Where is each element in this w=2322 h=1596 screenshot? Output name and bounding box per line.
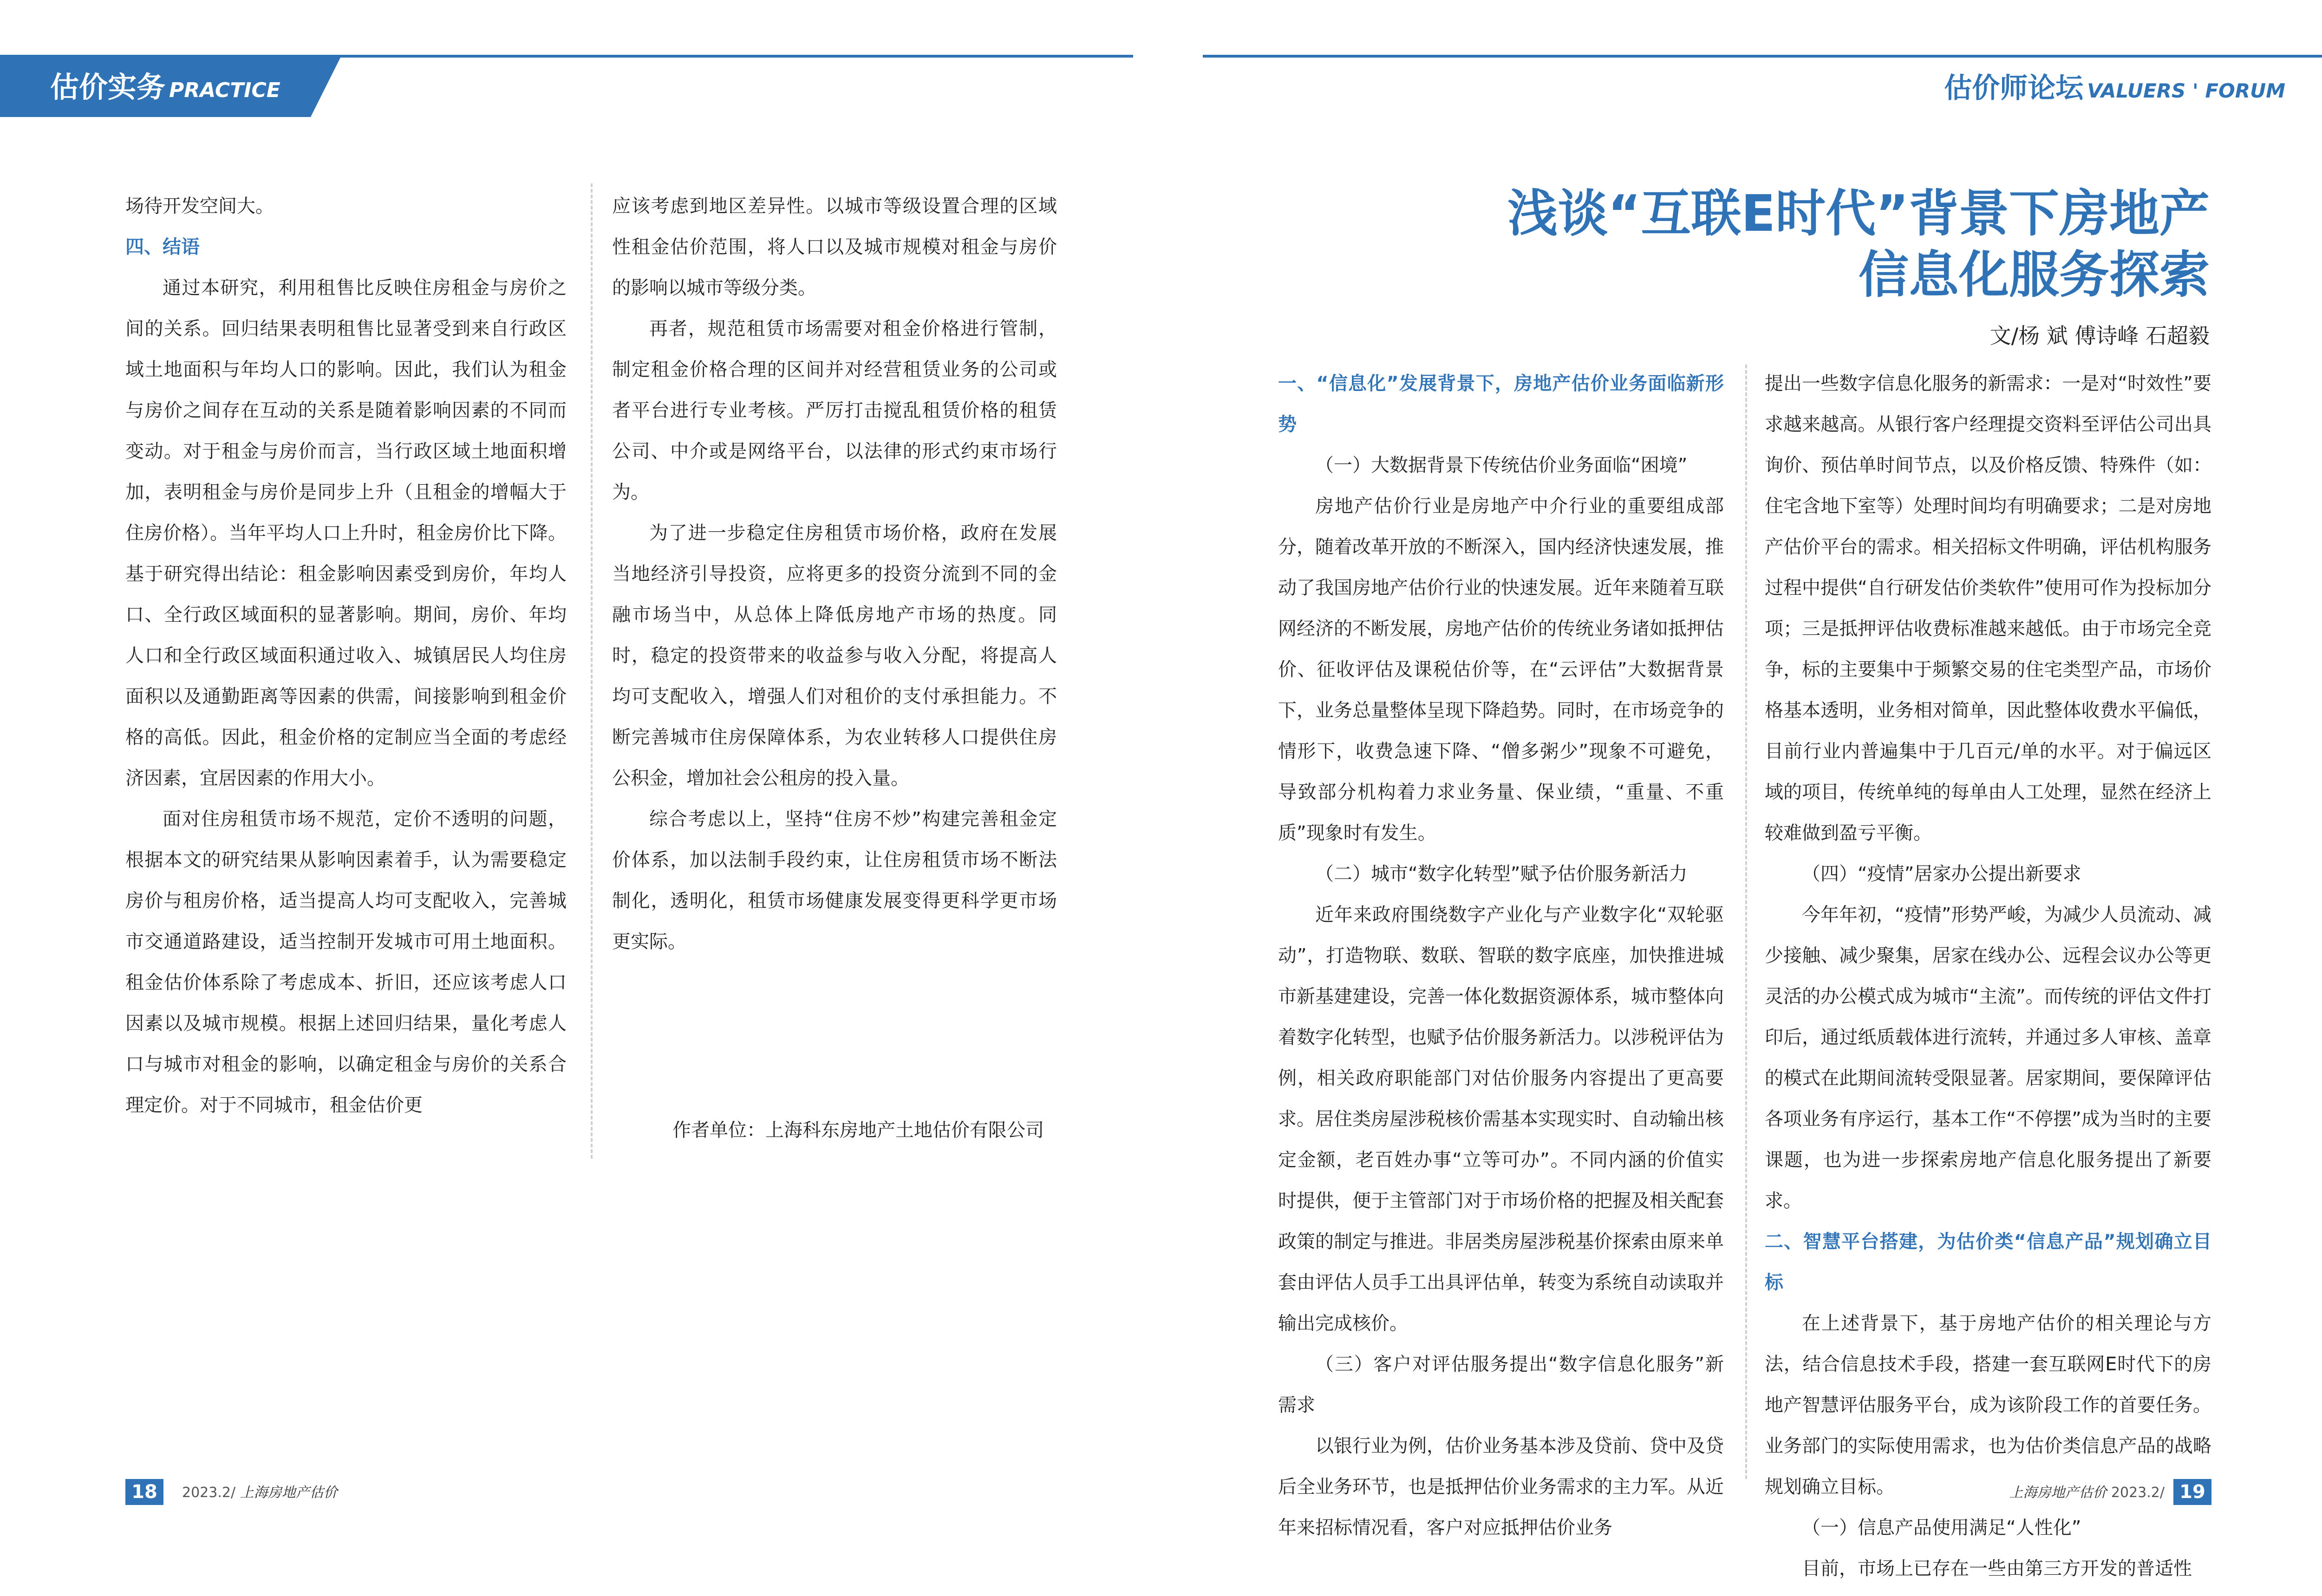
subsection-heading: （一）信息产品使用满足“人性化” <box>1802 1517 2081 1538</box>
paragraph: 为了进一步稳定住房租赁市场价格，政府在发展当地经济引导投资，应将更多的投资分流到不同的金融市场当中，从总体上降低房地产市场的热度。同时，稳定的投资带来的收益参与收入分配，将提高人均可支配收入，增强人们对租价的支付承担能力。不断完善城市住房保障体系，为农业转移人口提供住房公积金，增加社会公租房的投入量。 <box>612 522 1057 789</box>
section-label-left <box>50 69 280 109</box>
paragraph: 面对住房租赁市场不规范，定价不透明的问题，根据本文的研究结果从影响因素着手，认为需要稳定房价与租房价格，适当提高人均可支配收入，完善城市交通道路建设，适当控制开发城市可用土地面积。租金估价体系除了考虑成本、折旧，还应该考虑人口因素以及城市规模。根据上述回归结果，量化考虑人口与城市对租金的影响，以确定租金与房价的关系合理定价。对于不同城市，租金估价更 <box>125 808 567 1116</box>
column-divider-left <box>591 183 593 1159</box>
header-rule-right <box>1203 55 2322 58</box>
article-byline: 文/杨 斌 傅诗峰 石超毅 <box>1989 323 2210 348</box>
section-label-right <box>1944 70 2285 110</box>
subsection-heading: （四）“疫情”居家办公提出新要求 <box>1802 863 2081 885</box>
paragraph: 房地产估价行业是房地产中介行业的重要组成部分，随着改革开放的不断深入，国内经济快速发展，推动了我国房地产估价行业的快速发展。近年来随着互联网经济的不断发展，房地产估价的传统业务诸如抵押估价、征收评估及课税估价等，在“云评估”大数据背景下，业务总量整体呈现下降趋势。同时，在市场竞争的情形下，收费急速下降、“僧多粥少”现象不可避免，导致部分机构着力求业务量、保业绩，“重量、不重质”现象时有发生。 <box>1278 495 1724 844</box>
paragraph: 场待开发空间大。 <box>125 195 274 217</box>
section-heading: 二、智慧平台搭建，为估价类“信息产品”规划确立目标 <box>1765 1231 2211 1293</box>
paragraph: 今年年初，“疫情”形势严峻，为减少人员流动、减少接触、减少聚集，居家在线办公、远程会议办公等更灵活的办公模式成为城市“主流”。而传统的评估文件打印后，通过纸质载体进行流转，并通过多人审核、盖章的模式在此期间流转受限显著。居家期间，要保障评估各项业务有序运行，基本工作“不停摆”成为当时的主要课题，也为进一步探索房地产信息化服务提出了新要求。 <box>1765 904 2211 1212</box>
right-page-column-2 <box>1765 363 2211 1589</box>
section-label-right-cn: 估价师论坛 <box>1944 72 2084 104</box>
article-title-line-1: 浅谈“互联E时代”背景下房地产 <box>1507 185 2210 243</box>
paragraph: 再者，规范租赁市场需要对租金价格进行管制，制定租金价格合理的区间并对经营租赁业务的公司或者平台进行专业考核。严厉打击搅乱租赁价格的租赁公司、中介或是网络平台，以法律的形式约束市场行为。 <box>612 318 1057 503</box>
left-page-column-2 <box>612 186 1057 962</box>
section-heading: 一、“信息化”发展背景下，房地产估价业务面临新形势 <box>1278 373 1724 435</box>
paragraph: 近年来政府围绕数字产业化与产业数字化“双轮驱动”，打造物联、数联、智联的数字底座，加快推进城市新基建建设，完善一体化数据资源体系，城市整体向着数字化转型，也赋予估价服务新活力。以涉税评估为例，相关政府职能部门对估价服务内容提出了更高要求。居住类房屋涉税核价需基本实现实时、自动输出核定金额，老百姓办事“立等可办”。不同内涵的价值实时提供，便于主管部门对于市场价格的把握及相关配套政策的制定与推进。非居类房屋涉税基价探索由原来单套由评估人员手工出具评估单，转变为系统自动读取并输出完成核价。 <box>1278 904 1724 1334</box>
section-label-left-en: PRACTICE <box>169 78 280 102</box>
subsection-heading: （三）客户对评估服务提出“数字信息化服务”新需求 <box>1278 1354 1724 1416</box>
column-divider-right <box>1745 365 1747 1479</box>
section-label-right-en: VALUERS ' FORUM <box>2087 79 2285 102</box>
footer-issue-left: 2023.2/ <box>182 1485 236 1501</box>
footer-issue-right: 2023.2/ <box>2111 1485 2165 1501</box>
section-label-left-cn: 估价实务 <box>50 70 166 104</box>
section-heading: 四、结语 <box>125 236 200 258</box>
article-title <box>1507 183 2210 306</box>
paragraph: 提出一些数字信息化服务的新需求：一是对“时效性”要求越来越高。从银行客户经理提交资料至评估公司出具询价、预估单时间节点，以及价格反馈、特殊件（如：住宅含地下室等）处理时间均有明确要求；二是对房地产估价平台的需求。相关招标文件明确，评估机构服务过程中提供“自行研发估价类软件”使用可作为投标加分项；三是抵押评估收费标准越来越低。由于市场完全竞争，标的主要集中于频繁交易的住宅类型产品，市场价格基本透明，业务相对简单，因此整体收费水平偏低，目前行业内普遍集中于几百元/单的水平。对于偏远区域的项目，传统单纯的每单由人工处理，显然在经济上较难做到盈亏平衡。 <box>1765 373 2211 844</box>
footer-left <box>182 1481 338 1505</box>
paragraph: 应该考虑到地区差异性。以城市等级设置合理的区域性租金估价范围，将人口以及城市规模对租金与房价的影响以城市等级分类。 <box>612 195 1057 299</box>
magazine-logo-left: 上海房地产估价 <box>240 1485 338 1501</box>
paragraph: 通过本研究，利用租售比反映住房租金与房价之间的关系。回归结果表明租售比显著受到来自行政区域土地面积与年均人口的影响。因此，我们认为租金与房价之间存在互动的关系是随着影响因素的不同而变动。对于租金与房价而言，当行政区域土地面积增加，表明租金与房价是同步上升（且租金的增幅大于住房价格）。当年平均人口上升时，租金房价比下降。基于研究得出结论：租金影响因素受到房价，年均人口、全行政区域面积的显著影响。期间，房价、年均人口和全行政区域面积通过收入、城镇居民人均住房面积以及通勤距离等因素的供需，间接影响到租金价格的高低。因此，租金价格的定制应当全面的考虑经济因素，宜居因素的作用大小。 <box>125 277 567 789</box>
magazine-logo-right: 上海房地产估价 <box>2009 1485 2107 1501</box>
paragraph: 目前，市场上已存在一些由第三方开发的普适性 <box>1802 1558 2192 1579</box>
paragraph: 以银行业为例，估价业务基本涉及贷前、贷中及贷后全业务环节，也是抵押估价业务需求的主力军。从近年来招标情况看，客户对应抵押估价业务 <box>1278 1435 1724 1538</box>
page-number-left: 18 <box>125 1479 163 1505</box>
paragraph: 综合考虑以上，坚持“住房不炒”构建完善租金定价体系，加以法制手段约束，让住房租赁市场不断法制化，透明化，租赁市场健康发展变得更科学更市场更实际。 <box>612 808 1057 952</box>
page-number-right: 19 <box>2173 1479 2211 1505</box>
subsection-heading: （二）城市“数字化转型”赋予估价服务新活力 <box>1315 863 1688 885</box>
article-title-line-2: 信息化服务探索 <box>1858 246 2210 304</box>
paragraph: 在上述背景下，基于房地产估价的相关理论与方法，结合信息技术手段，搭建一套互联网E时代下的房地产智慧评估服务平台，成为该阶段工作的首要任务。业务部门的实际使用需求，也为估价类信息产品的战略规划确立目标。 <box>1765 1313 2211 1498</box>
footer-right <box>2009 1481 2165 1505</box>
left-page-column-1 <box>125 186 567 1126</box>
subsection-heading: （一）大数据背景下传统估价业务面临“困境” <box>1315 455 1688 476</box>
author-affiliation: 作者单位：上海科东房地产土地估价有限公司 <box>672 1120 1044 1141</box>
right-page-column-1 <box>1278 363 1724 1548</box>
